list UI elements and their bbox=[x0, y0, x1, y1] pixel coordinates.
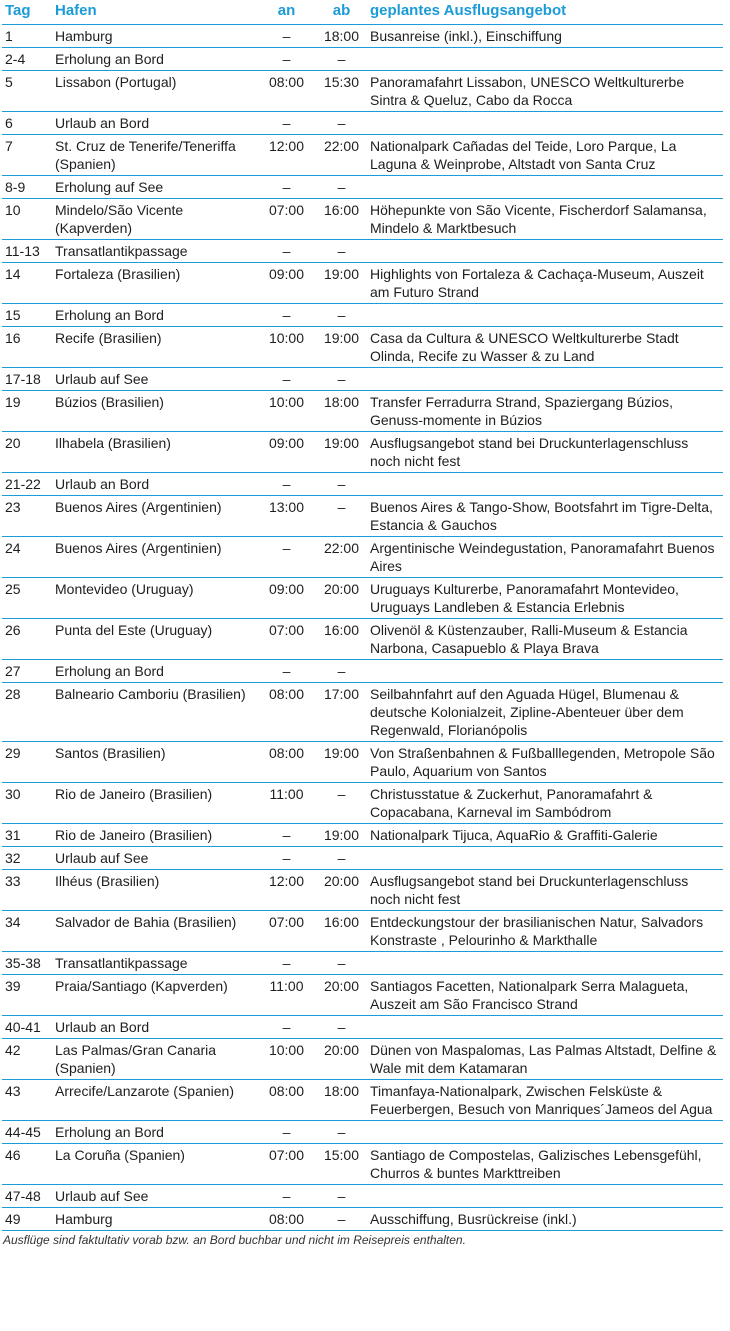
departure-cell: 20:00 bbox=[316, 975, 367, 1016]
port-cell: Urlaub an Bord bbox=[52, 112, 257, 135]
port-cell: Buenos Aires (Argentinien) bbox=[52, 496, 257, 537]
excursion-cell bbox=[367, 1185, 723, 1208]
table-row bbox=[2, 48, 723, 71]
excursion-cell: Santiagos Facetten, Nationalpark Serra Malagueta, Auszeit am São Francisco Strand bbox=[367, 975, 723, 1016]
departure-cell: – bbox=[316, 783, 367, 824]
arrival-cell: 08:00 bbox=[257, 1080, 316, 1121]
departure-cell: 18:00 bbox=[316, 25, 367, 48]
departure-cell: – bbox=[316, 240, 367, 263]
arrival-cell: 10:00 bbox=[257, 327, 316, 368]
departure-cell: 18:00 bbox=[316, 391, 367, 432]
port-cell: Búzios (Brasilien) bbox=[52, 391, 257, 432]
port-cell: Urlaub auf See bbox=[52, 368, 257, 391]
excursion-cell bbox=[367, 176, 723, 199]
header-ausflug: geplantes Ausflugsangebot bbox=[370, 2, 567, 19]
departure-cell: 19:00 bbox=[316, 742, 367, 783]
table-row bbox=[2, 496, 723, 537]
excursion-cell: Entdeckungstour der brasilianischen Natur, Salvadors Konstraste , Pelourinho & Markthalle bbox=[367, 911, 723, 952]
port-cell: Hamburg bbox=[52, 25, 257, 48]
day-cell: 8-9 bbox=[2, 176, 52, 199]
excursion-cell: Panoramafahrt Lissabon, UNESCO Weltkulturerbe Sintra & Queluz, Cabo da Rocca bbox=[367, 71, 723, 112]
table-row bbox=[2, 25, 723, 48]
port-cell: Ilhabela (Brasilien) bbox=[52, 432, 257, 473]
arrival-cell: – bbox=[257, 847, 316, 870]
table-row bbox=[2, 432, 723, 473]
header-ab: ab bbox=[332, 2, 351, 19]
excursion-cell: Von Straßenbahnen & Fußballlegenden, Metropole São Paulo, Aquarium von Santos bbox=[367, 742, 723, 783]
port-cell: Rio de Janeiro (Brasilien) bbox=[52, 824, 257, 847]
arrival-cell: – bbox=[257, 48, 316, 71]
arrival-cell: – bbox=[257, 660, 316, 683]
port-cell: Buenos Aires (Argentinien) bbox=[52, 537, 257, 578]
arrival-cell: 09:00 bbox=[257, 578, 316, 619]
excursion-cell: Santiago de Compostelas, Galizisches Lebensgefühl, Churros & buntes Markttreiben bbox=[367, 1144, 723, 1185]
excursion-cell bbox=[367, 1016, 723, 1039]
excursion-cell: Uruguays Kulturerbe, Panoramafahrt Montevideo, Uruguays Landleben & Estancia Erlebnis bbox=[367, 578, 723, 619]
departure-cell: – bbox=[316, 952, 367, 975]
arrival-cell: 11:00 bbox=[257, 783, 316, 824]
port-cell: Salvador de Bahia (Brasilien) bbox=[52, 911, 257, 952]
departure-cell: – bbox=[316, 1016, 367, 1039]
arrival-cell: – bbox=[257, 1185, 316, 1208]
arrival-cell: 09:00 bbox=[257, 432, 316, 473]
port-cell: Erholung auf See bbox=[52, 176, 257, 199]
table-row bbox=[2, 327, 723, 368]
departure-cell: – bbox=[316, 473, 367, 496]
day-cell: 46 bbox=[2, 1144, 52, 1185]
day-cell: 15 bbox=[2, 304, 52, 327]
arrival-cell: – bbox=[257, 537, 316, 578]
departure-cell: 17:00 bbox=[316, 683, 367, 742]
day-cell: 29 bbox=[2, 742, 52, 783]
arrival-cell: – bbox=[257, 112, 316, 135]
day-cell: 34 bbox=[2, 911, 52, 952]
day-cell: 30 bbox=[2, 783, 52, 824]
excursion-cell bbox=[367, 660, 723, 683]
port-cell: Transatlantikpassage bbox=[52, 952, 257, 975]
port-cell: La Coruña (Spanien) bbox=[52, 1144, 257, 1185]
table-row bbox=[2, 240, 723, 263]
table-row bbox=[2, 578, 723, 619]
departure-cell: – bbox=[316, 496, 367, 537]
departure-cell: 19:00 bbox=[316, 263, 367, 304]
port-cell: Fortaleza (Brasilien) bbox=[52, 263, 257, 304]
day-cell: 5 bbox=[2, 71, 52, 112]
table-row bbox=[2, 71, 723, 112]
table-row bbox=[2, 975, 723, 1016]
excursion-cell bbox=[367, 48, 723, 71]
arrival-cell: 07:00 bbox=[257, 619, 316, 660]
port-cell: Recife (Brasilien) bbox=[52, 327, 257, 368]
port-cell: Santos (Brasilien) bbox=[52, 742, 257, 783]
arrival-cell: 08:00 bbox=[257, 1208, 316, 1231]
excursion-cell: Christusstatue & Zuckerhut, Panoramafahrt & Copacabana, Karneval im Sambódrom bbox=[367, 783, 723, 824]
departure-cell: 19:00 bbox=[316, 327, 367, 368]
arrival-cell: 07:00 bbox=[257, 1144, 316, 1185]
port-cell: Balneario Camboriu (Brasilien) bbox=[52, 683, 257, 742]
arrival-cell: – bbox=[257, 304, 316, 327]
day-cell: 35-38 bbox=[2, 952, 52, 975]
excursion-cell: Ausschiffung, Busrückreise (inkl.) bbox=[367, 1208, 723, 1231]
arrival-cell: – bbox=[257, 473, 316, 496]
departure-cell: – bbox=[316, 48, 367, 71]
excursion-cell: Casa da Cultura & UNESCO Weltkulturerbe Stadt Olinda, Recife zu Wasser & zu Land bbox=[367, 327, 723, 368]
excursion-cell bbox=[367, 304, 723, 327]
table-row bbox=[2, 473, 723, 496]
day-cell: 11-13 bbox=[2, 240, 52, 263]
day-cell: 47-48 bbox=[2, 1185, 52, 1208]
arrival-cell: – bbox=[257, 176, 316, 199]
arrival-cell: 09:00 bbox=[257, 263, 316, 304]
port-cell: Erholung an Bord bbox=[52, 304, 257, 327]
port-cell: Urlaub auf See bbox=[52, 1185, 257, 1208]
excursion-cell bbox=[367, 112, 723, 135]
port-cell: Rio de Janeiro (Brasilien) bbox=[52, 783, 257, 824]
excursion-cell: Ausflugsangebot stand bei Druckunterlagenschluss noch nicht fest bbox=[367, 432, 723, 473]
table-row bbox=[2, 368, 723, 391]
departure-cell: 19:00 bbox=[316, 432, 367, 473]
table-row bbox=[2, 199, 723, 240]
table-row bbox=[2, 176, 723, 199]
departure-cell: 16:00 bbox=[316, 619, 367, 660]
arrival-cell: – bbox=[257, 1121, 316, 1144]
arrival-cell: 08:00 bbox=[257, 742, 316, 783]
excursion-cell: Höhepunkte von São Vicente, Fischerdorf Salamansa, Mindelo & Marktbesuch bbox=[367, 199, 723, 240]
departure-cell: – bbox=[316, 1185, 367, 1208]
excursion-cell: Seilbahnfahrt auf den Aguada Hügel, Blumenau & deutsche Kolonialzeit, Zipline-Abenteuer über dem Regenwald, Florianópolis bbox=[367, 683, 723, 742]
excursion-cell: Dünen von Maspalomas, Las Palmas Altstadt, Delfine & Wale mit dem Katamaran bbox=[367, 1039, 723, 1080]
departure-cell: – bbox=[316, 847, 367, 870]
port-cell: Arrecife/Lanzarote (Spanien) bbox=[52, 1080, 257, 1121]
table-row bbox=[2, 870, 723, 911]
day-cell: 49 bbox=[2, 1208, 52, 1231]
table-body bbox=[2, 25, 723, 1231]
port-cell: Punta del Este (Uruguay) bbox=[52, 619, 257, 660]
departure-cell: 20:00 bbox=[316, 1039, 367, 1080]
day-cell: 31 bbox=[2, 824, 52, 847]
day-cell: 40-41 bbox=[2, 1016, 52, 1039]
arrival-cell: 07:00 bbox=[257, 199, 316, 240]
day-cell: 6 bbox=[2, 112, 52, 135]
day-cell: 10 bbox=[2, 199, 52, 240]
departure-cell: – bbox=[316, 1121, 367, 1144]
excursion-cell: Argentinische Weindegustation, Panoramafahrt Buenos Aires bbox=[367, 537, 723, 578]
table-row bbox=[2, 742, 723, 783]
table-row bbox=[2, 1121, 723, 1144]
departure-cell: 15:00 bbox=[316, 1144, 367, 1185]
header-hafen: Hafen bbox=[55, 2, 97, 19]
port-cell: St. Cruz de Tenerife/Teneriffa (Spanien) bbox=[52, 135, 257, 176]
port-cell: Transatlantikpassage bbox=[52, 240, 257, 263]
excursion-cell: Ausflugsangebot stand bei Druckunterlagenschluss noch nicht fest bbox=[367, 870, 723, 911]
table-row bbox=[2, 1080, 723, 1121]
port-cell: Montevideo (Uruguay) bbox=[52, 578, 257, 619]
day-cell: 26 bbox=[2, 619, 52, 660]
table-row bbox=[2, 783, 723, 824]
port-cell: Urlaub an Bord bbox=[52, 473, 257, 496]
departure-cell: 22:00 bbox=[316, 135, 367, 176]
table-row bbox=[2, 537, 723, 578]
port-cell: Mindelo/São Vicente (Kapverden) bbox=[52, 199, 257, 240]
day-cell: 21-22 bbox=[2, 473, 52, 496]
day-cell: 7 bbox=[2, 135, 52, 176]
table-row bbox=[2, 391, 723, 432]
day-cell: 20 bbox=[2, 432, 52, 473]
arrival-cell: – bbox=[257, 824, 316, 847]
arrival-cell: – bbox=[257, 952, 316, 975]
day-cell: 2-4 bbox=[2, 48, 52, 71]
table-row bbox=[2, 911, 723, 952]
header-tag: Tag bbox=[5, 2, 31, 19]
excursion-cell bbox=[367, 240, 723, 263]
departure-cell: 18:00 bbox=[316, 1080, 367, 1121]
departure-cell: 16:00 bbox=[316, 911, 367, 952]
header-an: an bbox=[277, 2, 296, 19]
table-row bbox=[2, 824, 723, 847]
arrival-cell: 13:00 bbox=[257, 496, 316, 537]
arrival-cell: – bbox=[257, 1016, 316, 1039]
excursion-cell bbox=[367, 473, 723, 496]
day-cell: 17-18 bbox=[2, 368, 52, 391]
port-cell: Erholung an Bord bbox=[52, 1121, 257, 1144]
arrival-cell: 10:00 bbox=[257, 1039, 316, 1080]
port-cell: Praia/Santiago (Kapverden) bbox=[52, 975, 257, 1016]
day-cell: 33 bbox=[2, 870, 52, 911]
table-row bbox=[2, 952, 723, 975]
day-cell: 19 bbox=[2, 391, 52, 432]
port-cell: Erholung an Bord bbox=[52, 48, 257, 71]
table-row bbox=[2, 263, 723, 304]
header-row bbox=[2, 0, 723, 25]
day-cell: 23 bbox=[2, 496, 52, 537]
departure-cell: 20:00 bbox=[316, 870, 367, 911]
day-cell: 1 bbox=[2, 25, 52, 48]
day-cell: 32 bbox=[2, 847, 52, 870]
arrival-cell: 08:00 bbox=[257, 71, 316, 112]
arrival-cell: 08:00 bbox=[257, 683, 316, 742]
table-row bbox=[2, 1185, 723, 1208]
day-cell: 44-45 bbox=[2, 1121, 52, 1144]
table-row bbox=[2, 135, 723, 176]
day-cell: 24 bbox=[2, 537, 52, 578]
table-row bbox=[2, 1039, 723, 1080]
port-cell: Hamburg bbox=[52, 1208, 257, 1231]
excursion-cell bbox=[367, 952, 723, 975]
arrival-cell: 11:00 bbox=[257, 975, 316, 1016]
excursion-cell bbox=[367, 1121, 723, 1144]
table-row bbox=[2, 683, 723, 742]
arrival-cell: 07:00 bbox=[257, 911, 316, 952]
excursion-cell: Buenos Aires & Tango-Show, Bootsfahrt im Tigre-Delta, Estancia & Gauchos bbox=[367, 496, 723, 537]
port-cell: Erholung an Bord bbox=[52, 660, 257, 683]
port-cell: Lissabon (Portugal) bbox=[52, 71, 257, 112]
departure-cell: 16:00 bbox=[316, 199, 367, 240]
arrival-cell: 12:00 bbox=[257, 870, 316, 911]
arrival-cell: 12:00 bbox=[257, 135, 316, 176]
arrival-cell: – bbox=[257, 368, 316, 391]
departure-cell: 19:00 bbox=[316, 824, 367, 847]
departure-cell: – bbox=[316, 1208, 367, 1231]
departure-cell: – bbox=[316, 112, 367, 135]
port-cell: Urlaub an Bord bbox=[52, 1016, 257, 1039]
departure-cell: 22:00 bbox=[316, 537, 367, 578]
table-header bbox=[2, 0, 723, 25]
excursion-cell: Nationalpark Cañadas del Teide, Loro Parque, La Laguna & Weinprobe, Altstadt von Santa Cruz bbox=[367, 135, 723, 176]
excursion-cell: Transfer Ferradurra Strand, Spaziergang Búzios, Genuss-momente in Búzios bbox=[367, 391, 723, 432]
day-cell: 42 bbox=[2, 1039, 52, 1080]
table-row bbox=[2, 1144, 723, 1185]
day-cell: 39 bbox=[2, 975, 52, 1016]
table-row bbox=[2, 1016, 723, 1039]
table-row bbox=[2, 112, 723, 135]
departure-cell: 20:00 bbox=[316, 578, 367, 619]
footnote: Ausflüge sind faktultativ vorab bzw. an Bord buchbar und nicht im Reisepreis enthalten. bbox=[3, 1233, 466, 1247]
departure-cell: – bbox=[316, 368, 367, 391]
port-cell: Urlaub auf See bbox=[52, 847, 257, 870]
day-cell: 28 bbox=[2, 683, 52, 742]
table-row bbox=[2, 1208, 723, 1231]
table-row bbox=[2, 660, 723, 683]
excursion-cell: Olivenöl & Küstenzauber, Ralli-Museum & Estancia Narbona, Casapueblo & Playa Brava bbox=[367, 619, 723, 660]
excursion-cell: Busanreise (inkl.), Einschiffung bbox=[367, 25, 723, 48]
arrival-cell: – bbox=[257, 240, 316, 263]
excursion-cell bbox=[367, 847, 723, 870]
arrival-cell: 10:00 bbox=[257, 391, 316, 432]
port-cell: Las Palmas/Gran Canaria (Spanien) bbox=[52, 1039, 257, 1080]
excursion-cell bbox=[367, 368, 723, 391]
arrival-cell: – bbox=[257, 25, 316, 48]
departure-cell: – bbox=[316, 660, 367, 683]
excursion-cell: Highlights von Fortaleza & Cachaça-Museum, Auszeit am Futuro Strand bbox=[367, 263, 723, 304]
port-cell: Ilhéus (Brasilien) bbox=[52, 870, 257, 911]
day-cell: 43 bbox=[2, 1080, 52, 1121]
day-cell: 16 bbox=[2, 327, 52, 368]
day-cell: 14 bbox=[2, 263, 52, 304]
table-row bbox=[2, 619, 723, 660]
departure-cell: – bbox=[316, 176, 367, 199]
itinerary-table bbox=[2, 0, 723, 1231]
excursion-cell: Timanfaya-Nationalpark, Zwischen Felsküste & Feuerbergen, Besuch von Manriques´Jameos del Agua bbox=[367, 1080, 723, 1121]
departure-cell: 15:30 bbox=[316, 71, 367, 112]
day-cell: 25 bbox=[2, 578, 52, 619]
excursion-cell: Nationalpark Tijuca, AquaRio & Graffiti-Galerie bbox=[367, 824, 723, 847]
table-row bbox=[2, 304, 723, 327]
departure-cell: – bbox=[316, 304, 367, 327]
table-row bbox=[2, 847, 723, 870]
day-cell: 27 bbox=[2, 660, 52, 683]
